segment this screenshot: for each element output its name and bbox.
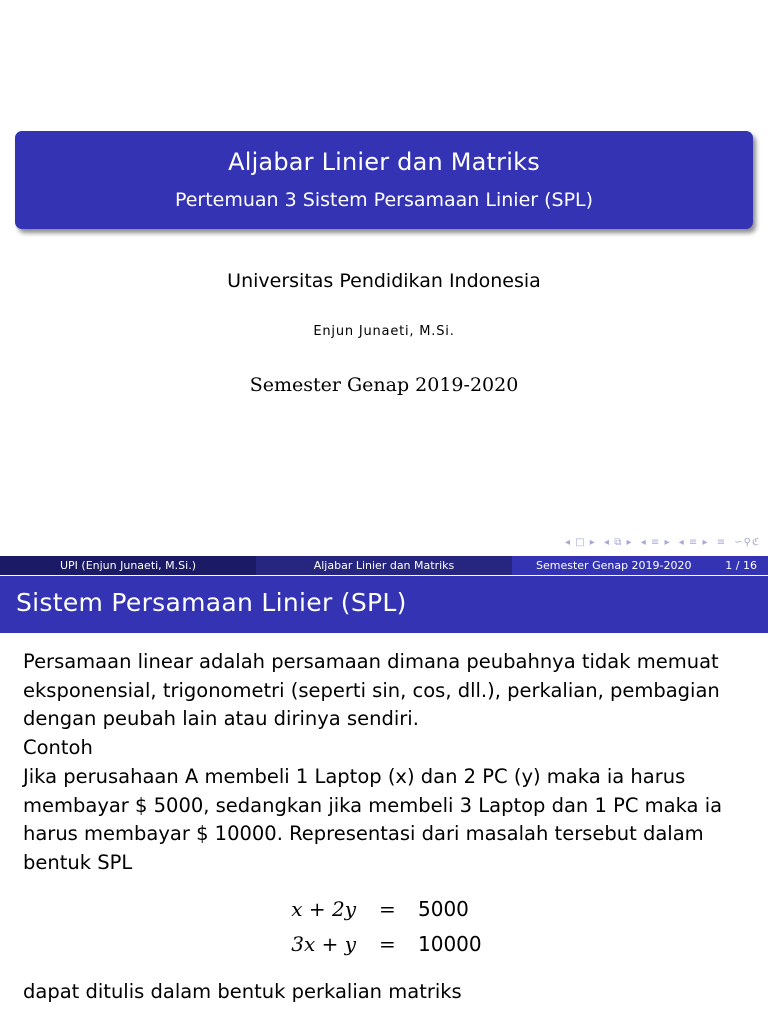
footline-author: UPI (Enjun Junaeti, M.Si.) — [0, 556, 256, 575]
example-paragraph: Jika perusahaan A membeli 1 Laptop (x) dan 2 PC (y) maka ia harus membayar $ 5000, sedangkan jika membeli 3 Laptop dan 1 PC maka ia harus membayar $ 10000. Representasi dari masalah tersebut dalam bentuk SPL — [23, 764, 723, 874]
equation-rhs: 5000 — [418, 897, 469, 921]
equation-lhs: x + 2y — [291, 897, 356, 921]
nav-search-icon[interactable]: ∽⚲ℭ — [734, 537, 760, 548]
footline-title: Aljabar Linier dan Matriks — [256, 556, 512, 575]
equation-lhs: 3x + y — [291, 932, 356, 956]
frame-title: Sistem Persamaan Linier (SPL) — [16, 588, 407, 617]
presentation-title: Aljabar Linier dan Matriks — [228, 148, 540, 176]
author: Enjun Junaeti, M.Si. — [313, 324, 455, 339]
institute: Universitas Pendidikan Indonesia — [227, 270, 541, 292]
presentation-subtitle: Pertemuan 3 Sistem Persamaan Linier (SPL) — [174, 189, 594, 211]
nav-appendix-icon[interactable]: ≡ — [716, 537, 727, 548]
nav-subsection-icon[interactable]: ◂ ⧉ ▸ — [604, 537, 633, 548]
footline — [0, 556, 768, 575]
nav-frame-icon[interactable]: ◂ □ ▸ — [564, 537, 596, 548]
date: Semester Genap 2019-2020 — [249, 374, 519, 396]
frame-title-bar — [0, 576, 768, 633]
contoh-label: Contoh — [23, 736, 93, 760]
closing-text: dapat ditulis dalam bentuk perkalian matriks — [23, 980, 462, 1003]
navigation-symbols — [561, 537, 760, 548]
footline-date: Semester Genap 2019-2020 — [536, 559, 692, 572]
equation-rhs: 10000 — [418, 932, 482, 956]
page-number: 1 / 16 — [725, 559, 757, 572]
footline-date-page — [512, 556, 768, 575]
slide-body — [23, 648, 753, 878]
definition-paragraph: Persamaan linear adalah persamaan dimana peubahnya tidak memuat eksponensial, trigonometri (seperti sin, cos, dll.), perkalian, pembagian dengan peubah lain atau dirinya sendiri. — [23, 650, 720, 731]
nav-document-icon[interactable]: ◂ ≡ ▸ — [678, 537, 709, 548]
equation-equals: = — [379, 932, 396, 956]
equation-equals: = — [379, 897, 396, 921]
equation-row — [0, 897, 768, 925]
nav-section-icon[interactable]: ◂ ≡ ▸ — [640, 537, 671, 548]
equation-row — [0, 932, 768, 960]
title-box — [15, 131, 753, 229]
